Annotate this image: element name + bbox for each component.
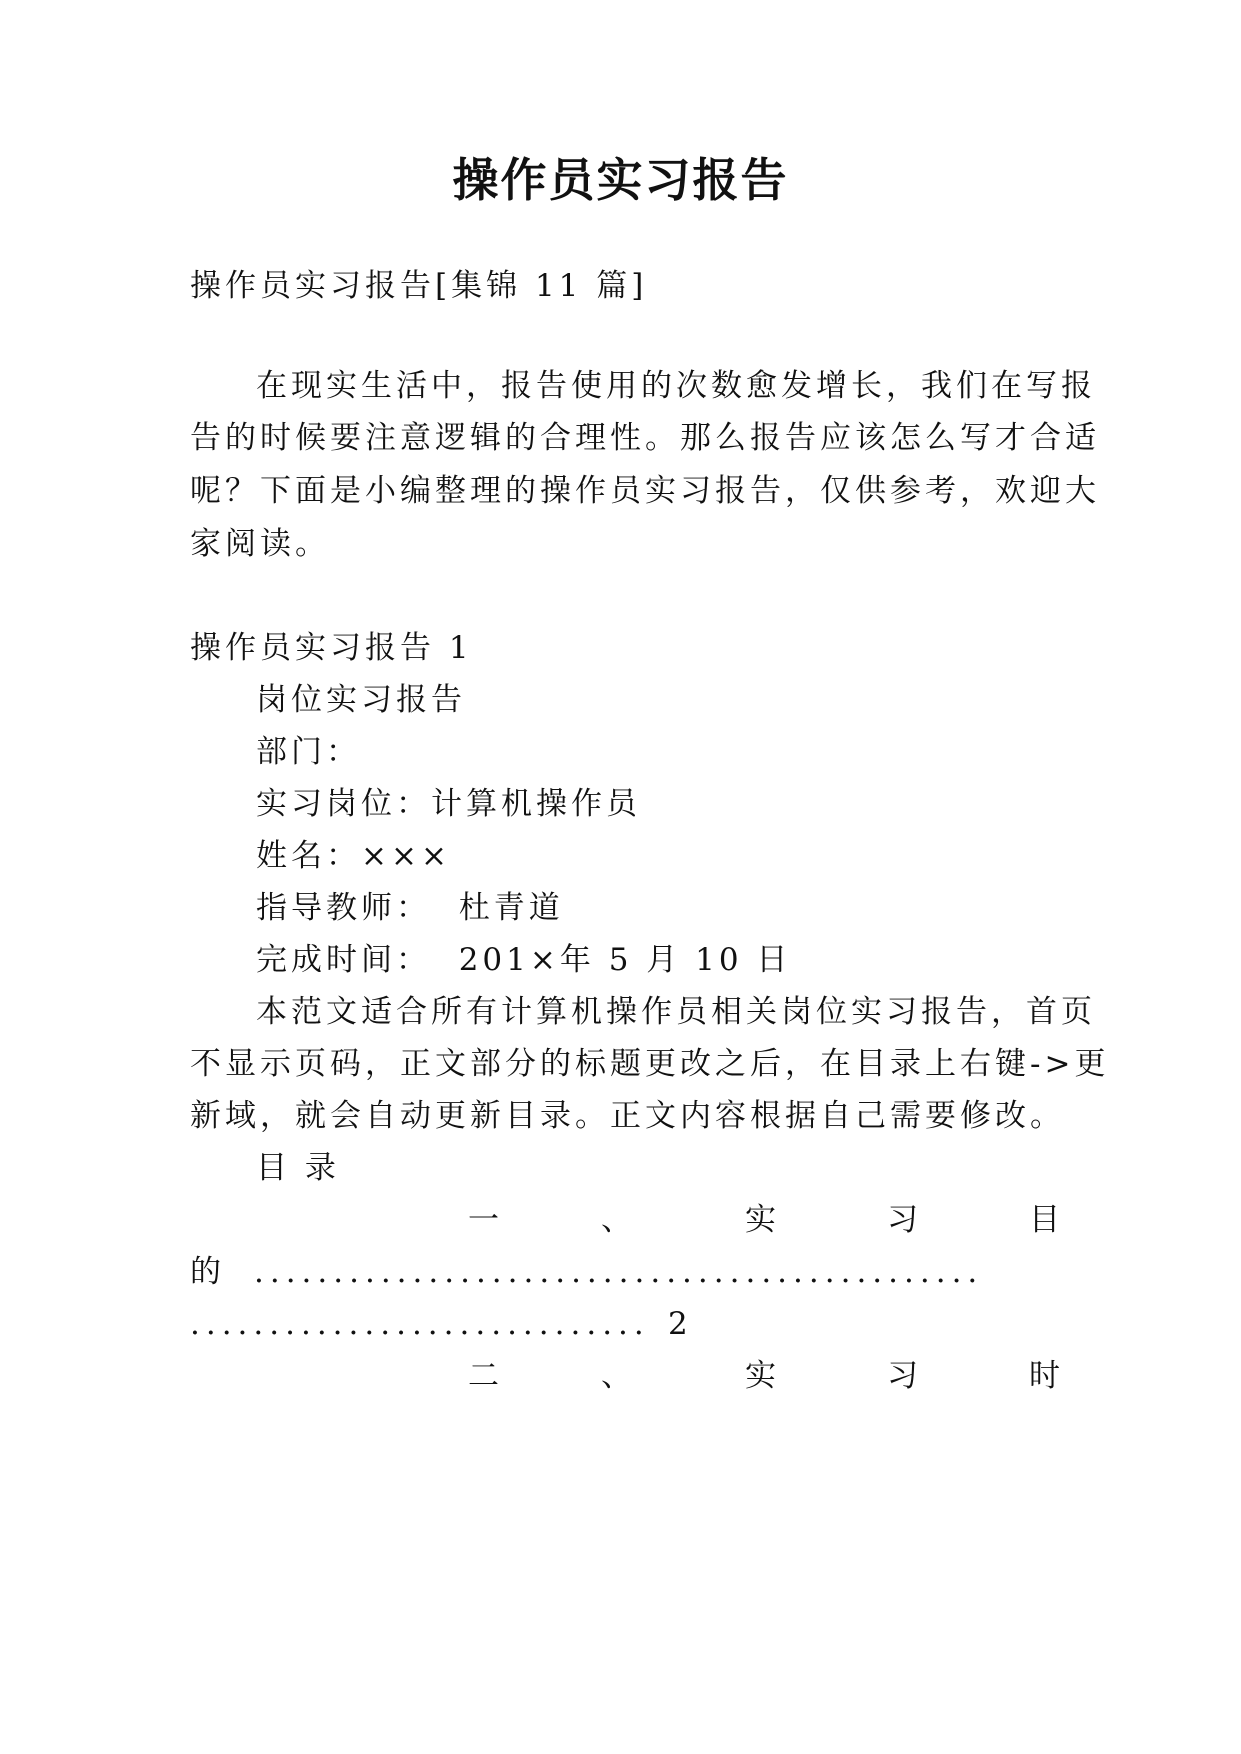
toc-entry-2-part: 时 bbox=[1029, 1358, 1060, 1394]
toc-entry-1-part: 目 bbox=[1029, 1202, 1060, 1238]
note-line-1: 本范文适合所有计算机操作员相关岗位实习报告，首页 bbox=[256, 994, 1096, 1030]
position-field: 实习岗位：计算机操作员 bbox=[256, 786, 641, 822]
toc-entry-2-row-1 bbox=[190, 1356, 1060, 1396]
note-line-3: 新域，就会自动更新目录。正文内容根据自己需要修改。 bbox=[190, 1098, 1065, 1134]
intro-line-2: 告的时候要注意逻辑的合理性。那么报告应该怎么写才合适 bbox=[190, 420, 1100, 456]
document-subtitle: 操作员实习报告[集锦 11 篇] bbox=[190, 268, 648, 304]
toc-entry-1-row-3 bbox=[190, 1304, 1060, 1344]
toc-entry-2-part: 习 bbox=[887, 1358, 918, 1394]
intro-line-3: 呢？下面是小编整理的操作员实习报告，仅供参考，欢迎大 bbox=[190, 473, 1100, 509]
toc-entry-1-tail: 的 bbox=[190, 1254, 221, 1290]
document-title: 操作员实习报告 bbox=[452, 153, 789, 207]
finish-time-field: 完成时间： 201×年 5 月 10 日 bbox=[256, 942, 792, 978]
intro-line-1: 在现实生活中，报告使用的次数愈发增长，我们在写报 bbox=[256, 368, 1096, 404]
toc-leader-dots: ............................. bbox=[190, 1306, 650, 1342]
report-title: 岗位实习报告 bbox=[256, 682, 466, 718]
note-line-2: 不显示页码，正文部分的标题更改之后，在目录上右键->更 bbox=[190, 1046, 1110, 1082]
name-field: 姓名：××× bbox=[256, 838, 451, 874]
toc-entry-2-part: 实 bbox=[745, 1358, 776, 1394]
toc-entry-1-part: 实 bbox=[745, 1202, 776, 1238]
toc-entry-1-part: 、 bbox=[601, 1202, 632, 1238]
toc-entry-1-part: 习 bbox=[887, 1202, 918, 1238]
toc-label: 目 录 bbox=[256, 1150, 340, 1186]
toc-leader-dots: .............................................. bbox=[254, 1254, 984, 1290]
section-heading: 操作员实习报告 1 bbox=[190, 630, 473, 666]
toc-entry-1-row-1 bbox=[190, 1200, 1060, 1240]
toc-entry-1-row-2 bbox=[190, 1252, 1060, 1292]
toc-entry-2-part: 、 bbox=[601, 1358, 632, 1394]
toc-page-number: 2 bbox=[668, 1306, 688, 1342]
department-field: 部门： bbox=[256, 734, 361, 770]
toc-entry-1-part: 一 bbox=[468, 1202, 499, 1238]
intro-line-4: 家阅读。 bbox=[190, 526, 330, 562]
advisor-field: 指导教师： 杜青道 bbox=[256, 890, 564, 926]
toc-entry-2-part: 二 bbox=[468, 1358, 499, 1394]
